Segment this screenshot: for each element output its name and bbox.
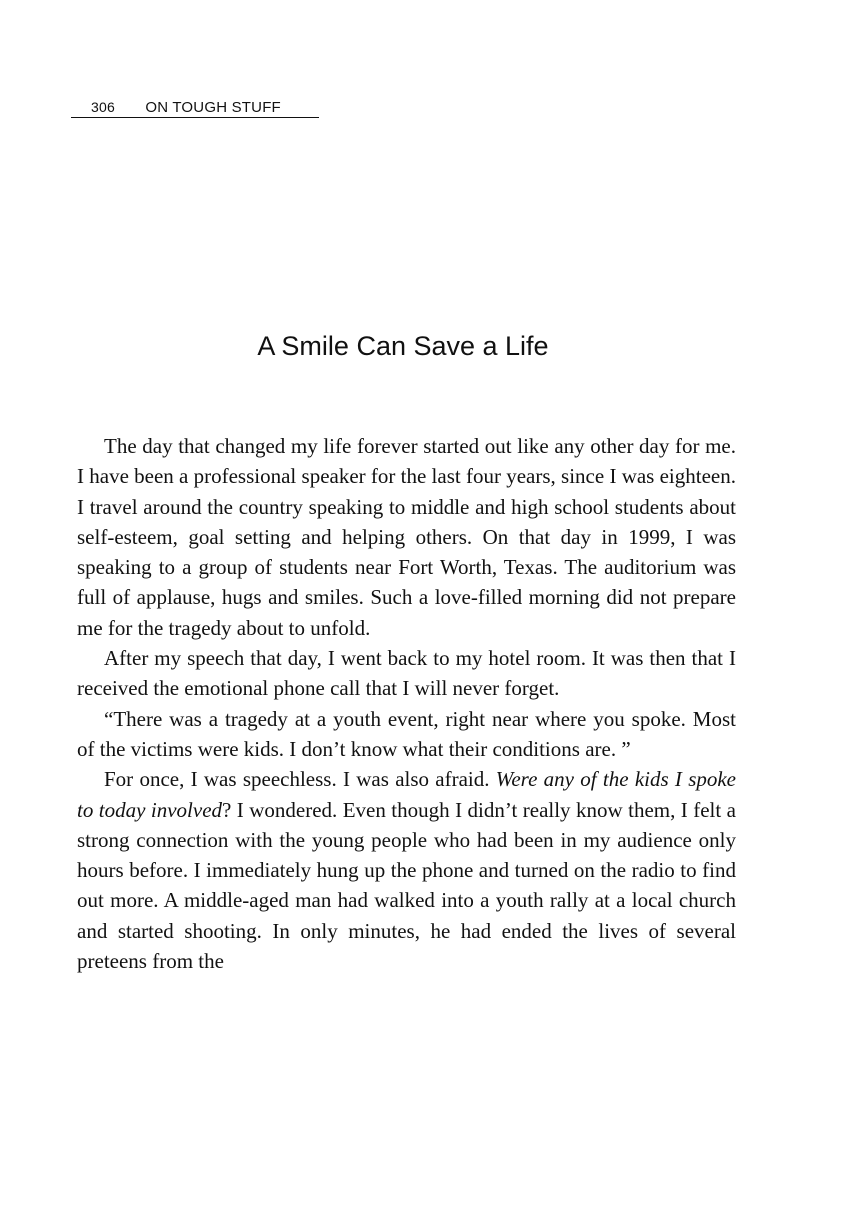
story-title: A Smile Can Save a Life	[257, 331, 549, 362]
running-head	[71, 99, 319, 118]
paragraph-4-rest: ? I wondered. Even though I didn’t really know them, I felt a strong connection with the young people who had been in my audience only hours before. I immediately hung up the phone and turned on the radio to find out more. A middle-aged man had walked into a youth rally at a local church and started shooting. In only minutes, he had ended the lives of several preteens from the	[77, 797, 736, 974]
page-number: 306	[91, 99, 115, 115]
story-body	[77, 431, 736, 976]
running-title: ON TOUGH STUFF	[145, 99, 281, 116]
paragraph-4-lead: For once, I was speechless. I was also afraid.	[104, 767, 496, 792]
paragraph-3: “There was a tragedy at a youth event, right near where you spoke. Most of the victims were kids. I don’t know what their conditions are. ”	[77, 706, 736, 761]
paragraph-1: The day that changed my life forever started out like any other day for me. I have been a professional speaker for the last four years, since I was eighteen. I travel around the country speaking to middle and high school students about self-esteem, goal setting and helping others. On that day in 1999, I was speaking to a group of students near Fort Worth, Texas. The auditorium was full of applause, hugs and smiles. Such a love-filled morning did not prepare me for the tragedy about to unfold.	[77, 434, 736, 640]
paragraph-4	[77, 764, 736, 976]
paragraph-2: After my speech that day, I went back to my hotel room. It was then that I received the emotional phone call that I will never forget.	[77, 646, 736, 701]
paragraph-4-italic-thought: Were any of the kids I spoke to today involved	[77, 767, 737, 822]
